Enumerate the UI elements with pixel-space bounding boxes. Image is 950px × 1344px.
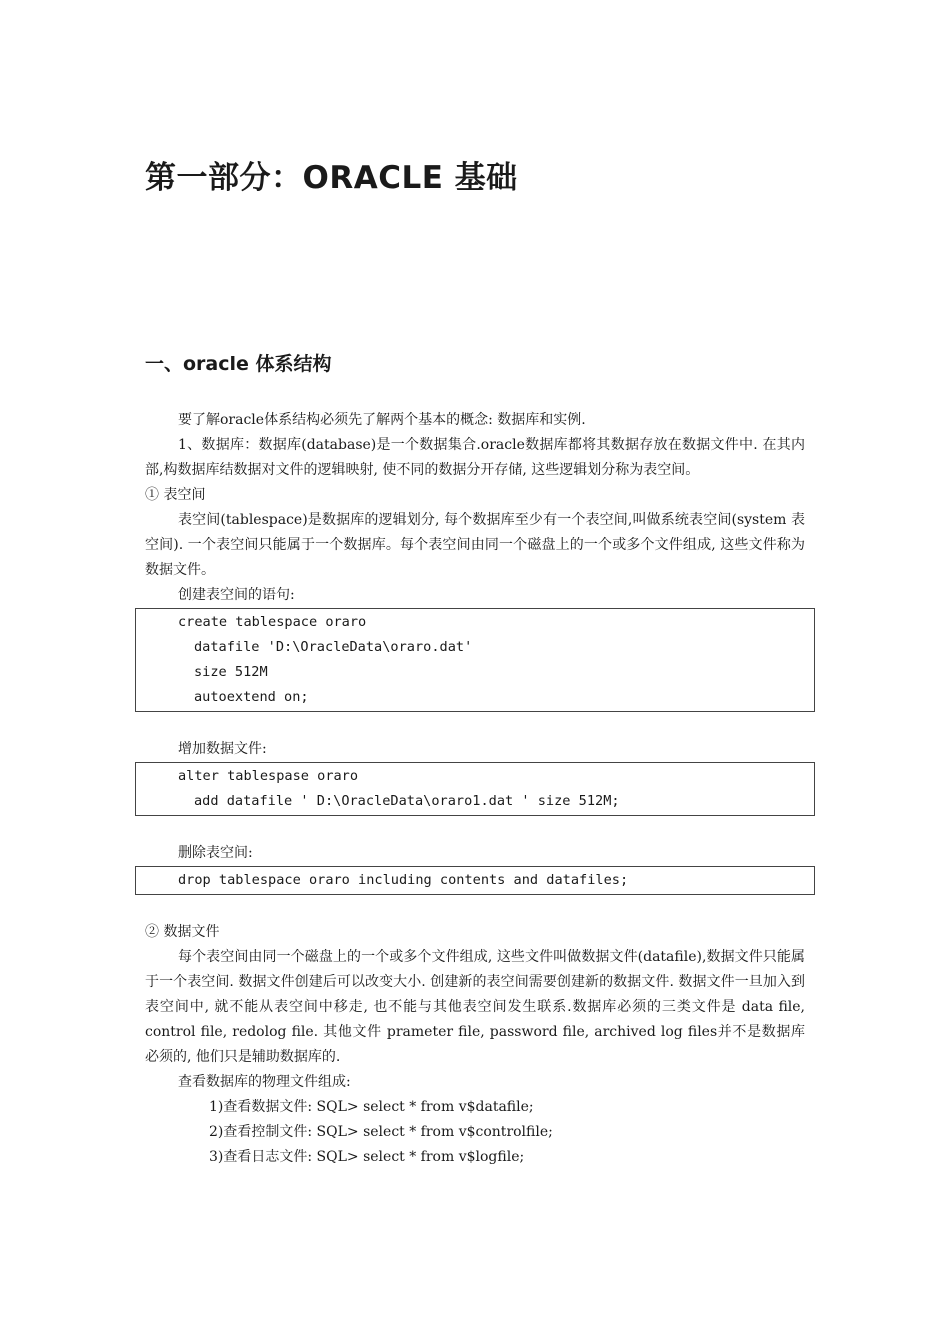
database-definition: 1、数据库：数据库(database)是一个数据集合.oracle数据库都将其数据存放在数据文件中. 在其内部,构数据库结数据对文件的逻辑映射, 使不同的数据分开存储, 这些逻辑划分称为表空间。: [145, 437, 805, 478]
tablespace-heading: ① 表空间: [145, 487, 206, 503]
datafile-heading: ② 数据文件: [145, 924, 220, 940]
document-body: [145, 408, 805, 1170]
spacer: [145, 816, 805, 841]
list-item: 1)查看数据文件: SQL> select * from v$datafile;: [209, 1099, 534, 1115]
datafile-description: 每个表空间由同一个磁盘上的一个或多个文件组成, 这些文件叫做数据文件(datafile),数据文件只能属于一个表空间. 数据文件创建后可以改变大小. 创建新的表空间需要创建新的数据文件. 数据文件一旦加入到表空间中, 就不能从表空间中移走, 也不能与其他表空间发生联系.数据库必须的三类文件是 data file, control file, redolog file. 其他文件 prameter file, password file, archived log files并不是数据库必须的, 他们只是辅助数据库的.: [145, 949, 805, 1065]
spacer: [145, 895, 805, 920]
code-line: create tablespace oraro: [178, 614, 367, 630]
spacer: [145, 712, 805, 737]
code-line: add datafile ' D:\OracleData\oraro1.dat ' size 512M;: [194, 793, 620, 809]
tablespace-description: 表空间(tablespace)是数据库的逻辑划分, 每个数据库至少有一个表空间,叫做系统表空间(system 表空间). 一个表空间只能属于一个数据库。每个表空间由同一个磁盘上的一个或多个文件组成, 这些文件称为数据文件。: [145, 512, 805, 578]
add-datafile-code-box: [135, 762, 815, 816]
code-line: drop tablespace oraro including contents and datafiles;: [178, 872, 629, 888]
add-datafile-label: 增加数据文件:: [178, 741, 267, 757]
code-line: autoextend on;: [194, 689, 309, 705]
page-title: 第一部分：ORACLE 基础: [145, 160, 518, 196]
list-item: 2)查看控制文件: SQL> select * from v$controlfile;: [209, 1124, 553, 1140]
code-line: alter tablespase oraro: [178, 768, 359, 784]
drop-tablespace-label: 删除表空间:: [178, 845, 253, 861]
create-tablespace-label: 创建表空间的语句:: [178, 587, 295, 603]
view-files-label: 查看数据库的物理文件组成:: [178, 1074, 351, 1090]
drop-tablespace-code-box: [135, 866, 815, 895]
list-item: 3)查看日志文件: SQL> select * from v$logfile;: [209, 1149, 525, 1165]
create-tablespace-code-box: [135, 608, 815, 712]
intro-paragraph: 要了解oracle体系结构必须先了解两个基本的概念: 数据库和实例.: [178, 412, 586, 428]
code-line: size 512M: [194, 664, 268, 680]
code-line: datafile 'D:\OracleData\oraro.dat': [194, 639, 473, 655]
section-heading: 一、oracle 体系结构: [145, 353, 332, 375]
